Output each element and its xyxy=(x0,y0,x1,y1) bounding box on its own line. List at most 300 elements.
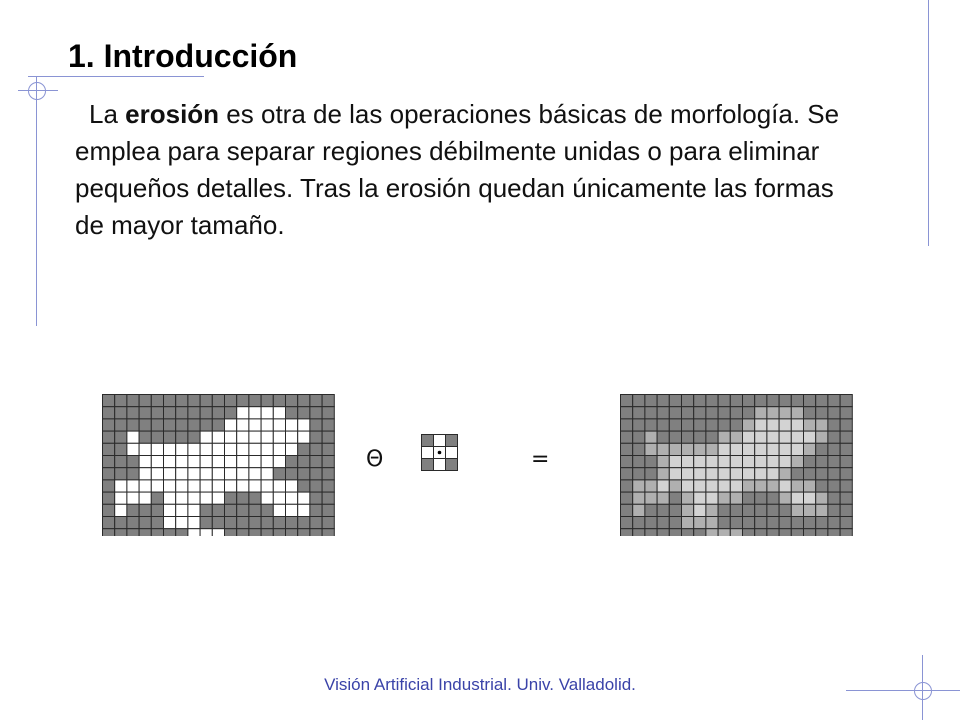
input-pixel xyxy=(298,468,310,480)
output-pixel xyxy=(730,468,742,480)
structuring-element-pixel xyxy=(422,435,434,447)
input-pixel xyxy=(164,517,176,529)
output-pixel xyxy=(669,504,681,516)
input-pixel xyxy=(139,419,151,431)
input-pixel xyxy=(139,517,151,529)
output-pixel xyxy=(767,517,779,529)
output-pixel xyxy=(730,492,742,504)
input-pixel xyxy=(249,395,261,407)
output-pixel xyxy=(816,443,828,455)
input-pixel xyxy=(212,431,224,443)
output-pixel xyxy=(743,480,755,492)
input-pixel xyxy=(261,419,273,431)
output-pixel xyxy=(657,443,669,455)
input-pixel xyxy=(249,407,261,419)
output-pixel xyxy=(767,443,779,455)
output-pixel xyxy=(657,492,669,504)
output-pixel xyxy=(730,480,742,492)
input-pixel xyxy=(273,504,285,516)
input-pixel xyxy=(237,407,249,419)
input-pixel xyxy=(115,480,127,492)
input-pixel xyxy=(164,419,176,431)
input-pixel xyxy=(188,529,200,536)
output-pixel xyxy=(840,419,852,431)
input-pixel xyxy=(127,443,139,455)
output-pixel xyxy=(718,517,730,529)
input-pixel xyxy=(139,504,151,516)
input-pixel xyxy=(115,419,127,431)
output-pixel xyxy=(828,468,840,480)
output-pixel xyxy=(767,456,779,468)
input-pixel xyxy=(200,517,212,529)
output-pixel xyxy=(718,480,730,492)
input-pixel xyxy=(139,529,151,536)
input-pixel xyxy=(151,480,163,492)
output-pixel xyxy=(804,407,816,419)
output-pixel xyxy=(767,468,779,480)
output-pixel xyxy=(840,456,852,468)
input-pixel xyxy=(115,492,127,504)
output-pixel xyxy=(816,395,828,407)
output-pixel xyxy=(828,504,840,516)
input-pixel xyxy=(188,419,200,431)
output-pixel xyxy=(682,407,694,419)
input-pixel xyxy=(237,480,249,492)
output-pixel xyxy=(682,419,694,431)
input-pixel xyxy=(322,468,334,480)
input-pixel xyxy=(164,480,176,492)
input-pixel xyxy=(115,407,127,419)
input-pixel xyxy=(188,431,200,443)
output-pixel xyxy=(828,480,840,492)
output-pixel xyxy=(694,443,706,455)
input-pixel xyxy=(115,504,127,516)
input-pixel xyxy=(310,529,322,536)
input-pixel xyxy=(298,407,310,419)
output-pixel xyxy=(706,517,718,529)
output-pixel xyxy=(645,492,657,504)
body-paragraph xyxy=(75,96,855,244)
output-pixel xyxy=(828,407,840,419)
input-pixel xyxy=(200,407,212,419)
paragraph-rest: es otra de las operaciones básicas de morfología. Se emplea para separar regiones débilmente unidas o para eliminar pequeños detalles. Tras la erosión quedan únicamente las formas de mayor tamaño. xyxy=(75,99,840,240)
input-pixel xyxy=(225,395,237,407)
input-pixel xyxy=(261,407,273,419)
input-pixel xyxy=(225,529,237,536)
input-pixel xyxy=(212,480,224,492)
input-pixel xyxy=(212,419,224,431)
input-pixel xyxy=(139,407,151,419)
output-pixel xyxy=(767,529,779,536)
input-pixel xyxy=(151,419,163,431)
output-pixel xyxy=(669,492,681,504)
input-pixel xyxy=(225,468,237,480)
structuring-element-pixel xyxy=(422,459,434,471)
output-pixel xyxy=(828,419,840,431)
output-pixel xyxy=(694,395,706,407)
input-pixel xyxy=(225,480,237,492)
output-pixel xyxy=(755,517,767,529)
output-pixel xyxy=(633,480,645,492)
input-pixel xyxy=(249,419,261,431)
output-pixel xyxy=(682,431,694,443)
output-pixel xyxy=(767,431,779,443)
top-left-horizontal-line xyxy=(28,76,204,77)
input-pixel xyxy=(249,456,261,468)
input-pixel xyxy=(261,504,273,516)
output-pixel xyxy=(694,517,706,529)
input-pixel xyxy=(298,504,310,516)
input-pixel xyxy=(237,468,249,480)
output-pixel xyxy=(694,492,706,504)
input-pixel xyxy=(127,480,139,492)
output-pixel xyxy=(621,431,633,443)
input-pixel xyxy=(188,407,200,419)
input-pixel xyxy=(200,395,212,407)
input-pixel xyxy=(298,419,310,431)
output-pixel xyxy=(730,443,742,455)
output-pixel xyxy=(755,443,767,455)
output-pixel xyxy=(743,395,755,407)
output-pixel xyxy=(816,419,828,431)
input-pixel xyxy=(200,492,212,504)
input-pixel xyxy=(322,529,334,536)
input-pixel xyxy=(188,468,200,480)
input-pixel xyxy=(212,492,224,504)
output-pixel xyxy=(694,407,706,419)
output-pixel xyxy=(804,468,816,480)
output-pixel xyxy=(730,504,742,516)
input-pixel xyxy=(127,492,139,504)
input-pixel xyxy=(200,468,212,480)
output-pixel xyxy=(743,407,755,419)
input-pixel xyxy=(127,419,139,431)
output-pixel xyxy=(743,456,755,468)
input-pixel xyxy=(273,419,285,431)
structuring-element-grid xyxy=(421,434,458,471)
output-pixel xyxy=(755,419,767,431)
output-pixel xyxy=(755,456,767,468)
input-pixel xyxy=(310,456,322,468)
input-pixel xyxy=(322,480,334,492)
output-pixel xyxy=(730,419,742,431)
output-pixel xyxy=(816,517,828,529)
input-pixel xyxy=(322,443,334,455)
output-pixel xyxy=(755,480,767,492)
input-pixel xyxy=(298,431,310,443)
input-pixel xyxy=(200,431,212,443)
output-pixel xyxy=(730,395,742,407)
structuring-element-pixel xyxy=(434,435,446,447)
output-pixel xyxy=(621,407,633,419)
input-pixel xyxy=(273,431,285,443)
input-pixel xyxy=(225,443,237,455)
input-pixel xyxy=(286,468,298,480)
output-pixel xyxy=(840,407,852,419)
input-pixel xyxy=(139,431,151,443)
input-pixel xyxy=(225,517,237,529)
input-image-grid xyxy=(102,394,335,536)
input-pixel xyxy=(212,504,224,516)
input-pixel xyxy=(212,395,224,407)
input-pixel xyxy=(151,407,163,419)
input-pixel xyxy=(286,517,298,529)
output-pixel xyxy=(657,456,669,468)
input-pixel xyxy=(249,480,261,492)
output-pixel xyxy=(718,419,730,431)
input-pixel xyxy=(212,529,224,536)
input-pixel xyxy=(249,431,261,443)
output-pixel xyxy=(804,456,816,468)
input-pixel xyxy=(261,443,273,455)
output-pixel xyxy=(633,407,645,419)
input-pixel xyxy=(273,480,285,492)
output-pixel xyxy=(816,529,828,536)
input-pixel xyxy=(298,480,310,492)
input-pixel xyxy=(176,517,188,529)
input-pixel xyxy=(127,517,139,529)
output-pixel xyxy=(767,407,779,419)
output-pixel xyxy=(682,492,694,504)
output-pixel xyxy=(791,419,803,431)
input-pixel xyxy=(237,431,249,443)
input-pixel xyxy=(261,431,273,443)
input-pixel xyxy=(237,456,249,468)
structuring-element-pixel xyxy=(446,435,458,447)
output-pixel xyxy=(694,468,706,480)
input-pixel xyxy=(261,492,273,504)
output-pixel xyxy=(682,480,694,492)
output-pixel xyxy=(804,480,816,492)
input-pixel xyxy=(103,480,115,492)
output-pixel xyxy=(682,517,694,529)
output-pixel xyxy=(645,480,657,492)
input-pixel xyxy=(225,456,237,468)
input-pixel xyxy=(237,517,249,529)
input-pixel xyxy=(103,492,115,504)
input-pixel xyxy=(176,431,188,443)
input-pixel xyxy=(127,456,139,468)
input-pixel xyxy=(225,431,237,443)
output-pixel xyxy=(779,480,791,492)
input-pixel xyxy=(200,456,212,468)
input-pixel xyxy=(164,492,176,504)
input-pixel xyxy=(249,529,261,536)
input-pixel xyxy=(115,517,127,529)
input-pixel xyxy=(188,443,200,455)
input-pixel xyxy=(164,407,176,419)
output-pixel xyxy=(621,480,633,492)
input-pixel xyxy=(225,419,237,431)
output-pixel xyxy=(657,504,669,516)
output-pixel xyxy=(767,395,779,407)
output-pixel xyxy=(828,529,840,536)
right-top-vertical-line xyxy=(928,0,929,246)
output-pixel xyxy=(767,504,779,516)
input-pixel xyxy=(139,395,151,407)
input-pixel xyxy=(310,395,322,407)
input-pixel xyxy=(164,504,176,516)
input-pixel xyxy=(139,443,151,455)
input-pixel xyxy=(322,517,334,529)
output-pixel xyxy=(779,443,791,455)
input-pixel xyxy=(298,395,310,407)
input-pixel xyxy=(115,529,127,536)
input-pixel xyxy=(298,517,310,529)
input-pixel xyxy=(310,443,322,455)
output-pixel xyxy=(816,468,828,480)
output-pixel xyxy=(767,492,779,504)
output-pixel xyxy=(779,529,791,536)
output-pixel xyxy=(645,395,657,407)
output-pixel xyxy=(730,431,742,443)
output-pixel xyxy=(645,517,657,529)
input-pixel xyxy=(176,443,188,455)
output-pixel xyxy=(828,456,840,468)
input-pixel xyxy=(188,517,200,529)
input-pixel xyxy=(127,504,139,516)
output-pixel xyxy=(718,407,730,419)
top-left-circle xyxy=(28,82,46,100)
input-pixel xyxy=(103,395,115,407)
input-pixel xyxy=(151,431,163,443)
output-pixel xyxy=(633,504,645,516)
input-pixel xyxy=(176,468,188,480)
input-pixel xyxy=(188,395,200,407)
input-pixel xyxy=(273,407,285,419)
input-pixel xyxy=(237,529,249,536)
input-pixel xyxy=(176,456,188,468)
input-pixel xyxy=(200,419,212,431)
input-pixel xyxy=(310,468,322,480)
input-pixel xyxy=(103,456,115,468)
output-pixel xyxy=(804,419,816,431)
input-pixel xyxy=(115,431,127,443)
input-pixel xyxy=(139,468,151,480)
output-pixel xyxy=(645,456,657,468)
input-pixel xyxy=(139,492,151,504)
output-pixel xyxy=(828,395,840,407)
input-pixel xyxy=(164,468,176,480)
input-pixel xyxy=(225,504,237,516)
output-pixel xyxy=(706,529,718,536)
structuring-element-origin-dot xyxy=(438,451,442,455)
output-pixel xyxy=(621,456,633,468)
output-pixel xyxy=(791,431,803,443)
input-pixel xyxy=(176,504,188,516)
output-pixel xyxy=(791,504,803,516)
input-pixel xyxy=(249,504,261,516)
input-pixel xyxy=(200,529,212,536)
output-pixel xyxy=(828,431,840,443)
output-pixel xyxy=(791,492,803,504)
input-pixel xyxy=(237,395,249,407)
output-pixel xyxy=(828,443,840,455)
left-short-line xyxy=(18,90,58,91)
input-pixel xyxy=(286,492,298,504)
output-pixel xyxy=(633,431,645,443)
output-pixel xyxy=(621,395,633,407)
input-pixel xyxy=(164,395,176,407)
input-pixel xyxy=(127,431,139,443)
output-pixel xyxy=(755,529,767,536)
output-pixel xyxy=(730,517,742,529)
output-pixel xyxy=(816,480,828,492)
output-pixel xyxy=(669,468,681,480)
output-pixel xyxy=(621,504,633,516)
input-pixel xyxy=(225,492,237,504)
output-pixel xyxy=(840,395,852,407)
paragraph-start: La xyxy=(89,99,126,129)
output-pixel xyxy=(645,443,657,455)
input-pixel xyxy=(176,419,188,431)
output-pixel xyxy=(791,480,803,492)
output-pixel xyxy=(633,468,645,480)
input-pixel xyxy=(249,468,261,480)
input-pixel xyxy=(176,492,188,504)
input-pixel xyxy=(273,517,285,529)
slide-title: 1. Introducción xyxy=(68,38,298,74)
input-pixel xyxy=(322,407,334,419)
output-pixel xyxy=(755,492,767,504)
input-pixel xyxy=(310,480,322,492)
input-pixel xyxy=(286,529,298,536)
input-pixel xyxy=(273,456,285,468)
output-pixel xyxy=(779,492,791,504)
output-pixel xyxy=(791,443,803,455)
structuring-element-pixel xyxy=(446,447,458,459)
erosion-operator-symbol: Θ xyxy=(366,447,384,472)
input-pixel xyxy=(115,456,127,468)
output-pixel xyxy=(669,517,681,529)
output-pixel xyxy=(645,431,657,443)
input-pixel xyxy=(164,456,176,468)
output-pixel xyxy=(755,468,767,480)
input-pixel xyxy=(103,529,115,536)
output-pixel xyxy=(645,504,657,516)
output-pixel xyxy=(718,456,730,468)
output-pixel xyxy=(645,468,657,480)
output-pixel xyxy=(828,517,840,529)
output-pixel xyxy=(669,529,681,536)
input-pixel xyxy=(237,492,249,504)
output-pixel xyxy=(779,504,791,516)
input-pixel xyxy=(212,456,224,468)
input-pixel xyxy=(310,407,322,419)
input-pixel xyxy=(322,419,334,431)
output-pixel xyxy=(669,407,681,419)
output-pixel xyxy=(718,395,730,407)
output-pixel xyxy=(669,419,681,431)
output-pixel xyxy=(718,431,730,443)
output-pixel xyxy=(706,492,718,504)
output-pixel xyxy=(791,468,803,480)
input-pixel xyxy=(188,504,200,516)
output-pixel xyxy=(706,504,718,516)
input-pixel xyxy=(115,468,127,480)
output-pixel xyxy=(743,468,755,480)
input-pixel xyxy=(176,407,188,419)
input-pixel xyxy=(212,517,224,529)
input-pixel xyxy=(298,456,310,468)
output-pixel xyxy=(755,431,767,443)
output-pixel xyxy=(645,407,657,419)
input-pixel xyxy=(310,517,322,529)
input-pixel xyxy=(103,443,115,455)
input-pixel xyxy=(249,517,261,529)
input-pixel xyxy=(103,431,115,443)
output-pixel xyxy=(791,517,803,529)
